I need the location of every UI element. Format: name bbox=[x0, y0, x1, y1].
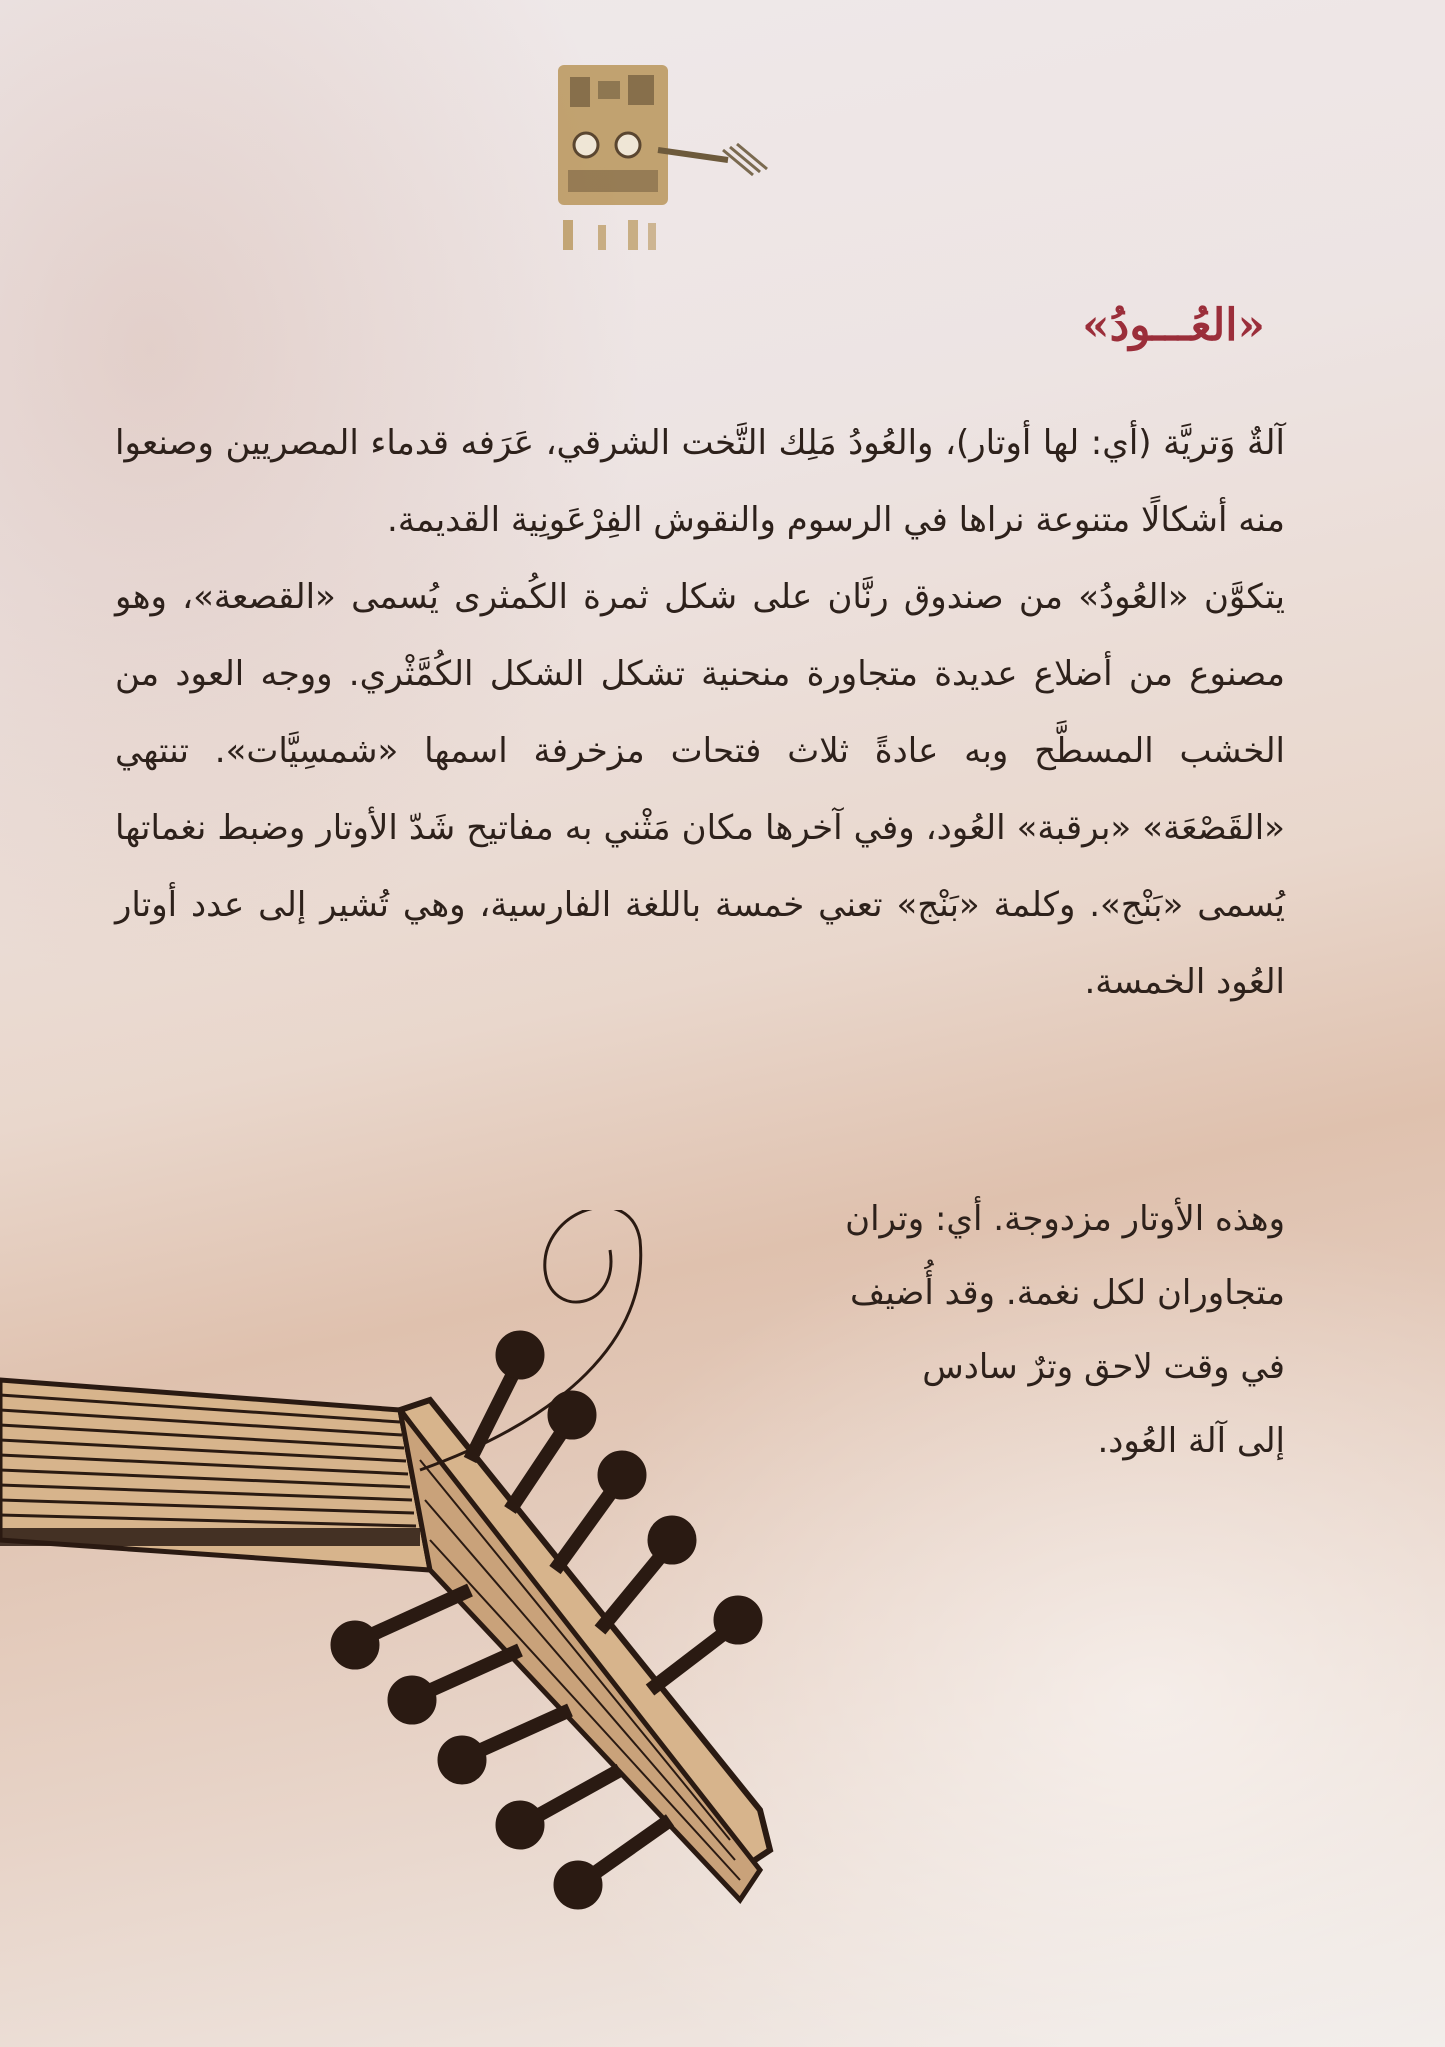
oud-neck bbox=[0, 1380, 430, 1570]
closing-line: إلى آلة العُود. bbox=[1097, 1421, 1285, 1461]
paragraph-intro: آلةٌ وَتريَّة (أي: لها أوتار)، والعُودُ مَلِك التَّخت الشرقي، عَرَفه قدماء المصريين وصنعوا منه أشكالًا متنوعة نراها في الرسوم والنقوش الفِرْعَونِية القديمة. bbox=[115, 423, 1285, 540]
paragraph-structure: يتكوَّن «العُودُ» من صندوق رنَّان على شكل ثمرة الكُمثرى يُسمى «القصعة»، وهو مصنوع من أضلاع عديدة متجاورة منحنية تشكل الشكل الكُمَّثْري. ووجه العود من الخشب المسطَّح وبه عادةً ثلاث فتحات مزخرفة اسمها «شمسِيَّات». تنتهي «القَصْعَة» «برقبة» العُود، وفي آخرها مكان مَثْني به مفاتيح شَدّ الأوتار وضبط نغماتها يُسمى «بَنْج». وكلمة «بَنْج» تعني خمسة باللغة الفارسية، وهي تُشير إلى عدد أوتار العُود الخمسة. bbox=[115, 577, 1285, 1002]
emblem-body bbox=[558, 65, 767, 250]
closing-text bbox=[725, 1182, 1285, 1478]
ancient-harp-emblem-icon bbox=[548, 55, 788, 265]
closing-line: متجاوران لكل نغمة. وقد أُضيف bbox=[850, 1273, 1285, 1313]
page-title: «العُـــودُ» bbox=[1082, 300, 1265, 351]
body-text bbox=[115, 405, 1285, 1021]
oud-pegbox bbox=[400, 1400, 770, 1900]
closing-line: في وقت لاحق وترٌ سادس bbox=[922, 1347, 1285, 1387]
oud-pegbox-illustration bbox=[0, 1210, 800, 1930]
closing-line: وهذه الأوتار مزدوجة. أي: وتران bbox=[845, 1199, 1285, 1239]
